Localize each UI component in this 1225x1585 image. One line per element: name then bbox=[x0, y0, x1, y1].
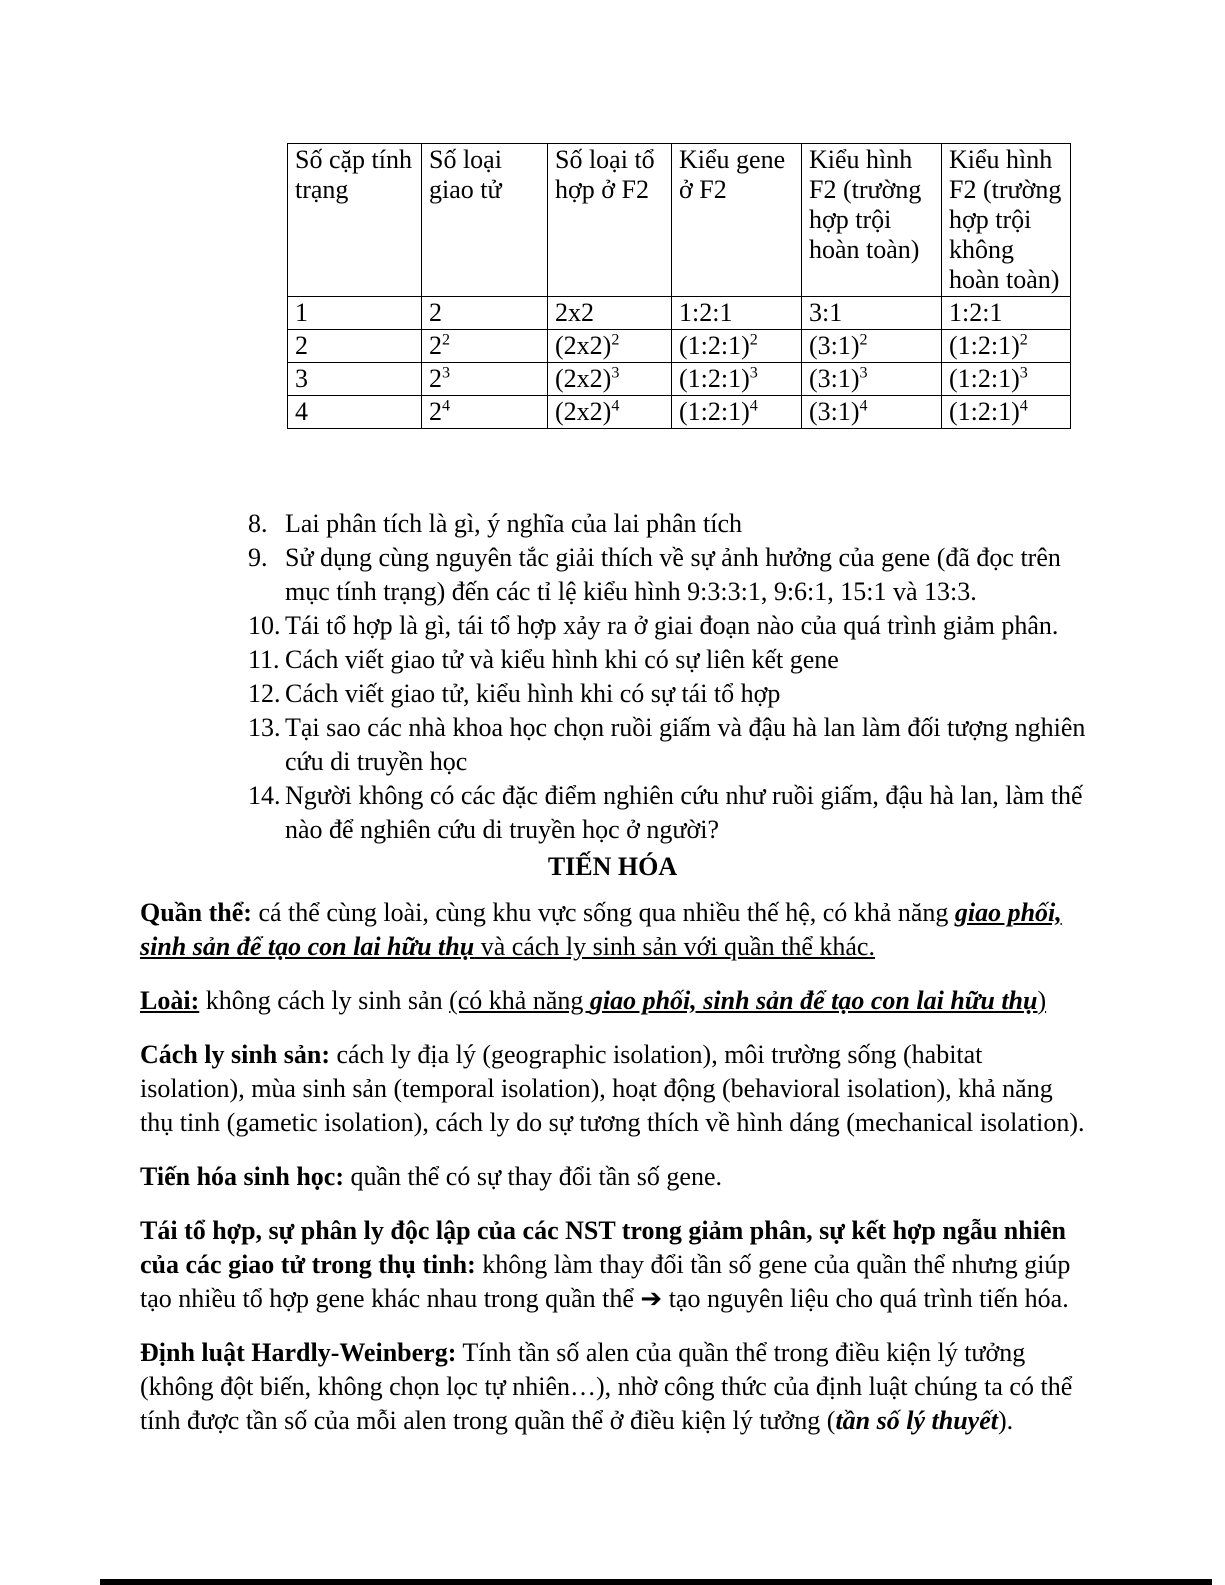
table-header-cell: Số loại giao tử bbox=[422, 144, 548, 297]
paragraph-quan-the bbox=[140, 896, 1085, 964]
text-segment: Quần thể: bbox=[140, 898, 252, 927]
table-cell: 1 bbox=[288, 297, 422, 330]
table-cell: 4 bbox=[288, 396, 422, 429]
question-item bbox=[248, 677, 1091, 711]
paragraph-cach-ly-sinh-san bbox=[140, 1038, 1085, 1140]
text-segment: Cách ly sinh sản: bbox=[140, 1040, 330, 1069]
question-item bbox=[248, 609, 1091, 643]
question-number: 12. bbox=[248, 679, 281, 708]
question-number: 13. bbox=[248, 713, 281, 742]
table-cell: (3:1)$^4$ bbox=[802, 396, 942, 429]
arrow-icon: ➔ bbox=[640, 1284, 663, 1314]
text-segment: không làm thay đổi tần số gene của quần thể nhưng giúp tạo nhiều tổ hợp gene khác nhau trong quần thể bbox=[140, 1250, 1071, 1313]
table-cell: 3 bbox=[288, 363, 422, 396]
genetics-ratio-table bbox=[287, 143, 1071, 429]
text-segment: Tính tần số alen của quần thể trong điều kiện lý tưởng (không đột biến, không chọn lọc tự nhiên…), nhờ công thức của định luật chúng ta có thể tính được tần số của mỗi alen trong quần thể ở điều kiện lý tưởng ( bbox=[140, 1338, 1073, 1435]
table-cell: $(2x2)^2$ bbox=[548, 330, 672, 363]
text-segment: Tái tổ hợp, sự phân ly độc lập của các NST trong giảm phân, sự kết hợp ngẫu nhiên của các giao tử trong thụ tinh: bbox=[140, 1216, 1066, 1279]
superscript: 3 bbox=[611, 364, 620, 382]
question-item bbox=[248, 541, 1091, 609]
section-heading: TIẾN HÓA bbox=[547, 852, 678, 881]
table-cell: $2^2$ bbox=[422, 330, 548, 363]
table-cell: 2 bbox=[422, 297, 548, 330]
question-item bbox=[248, 711, 1091, 779]
text-segment: ) bbox=[1037, 986, 1047, 1015]
text-segment: Định luật Hardly-Weinberg: bbox=[140, 1338, 457, 1367]
superscript: 4 bbox=[859, 397, 868, 415]
question-list bbox=[248, 507, 1091, 847]
evolution-section bbox=[140, 850, 1085, 1458]
text-segment: Tiến hóa sinh học: bbox=[140, 1162, 344, 1191]
question-number: 14. bbox=[248, 781, 281, 810]
table-row bbox=[288, 396, 1071, 429]
table-cell: (3:1)$^2$ bbox=[802, 330, 942, 363]
table-cell: (1:2:1)$^2$ bbox=[672, 330, 802, 363]
text-segment: và cách ly sinh sản với quần thể khác. bbox=[474, 932, 875, 961]
table-header-cell: Kiểu hình F2 (trường hợp trội không hoàn toàn) bbox=[942, 144, 1071, 297]
question-number: 10. bbox=[248, 611, 281, 640]
table-cell: (1:2:1)$^4$ bbox=[942, 396, 1071, 429]
text-segment: cá thể cùng loài, cùng khu vực sống qua nhiều thế hệ, có khả năng bbox=[251, 898, 955, 927]
question-number: 11. bbox=[248, 645, 280, 674]
table-header-cell: Kiểu gene ở F2 bbox=[672, 144, 802, 297]
superscript: 2 bbox=[611, 331, 620, 349]
superscript: 4 bbox=[749, 397, 758, 415]
table-row bbox=[288, 363, 1071, 396]
question-number: 9. bbox=[248, 543, 268, 572]
table-cell: $2^3$ bbox=[422, 363, 548, 396]
text-segment: quần thể có sự thay đổi tần số gene. bbox=[343, 1162, 722, 1191]
text-segment: giao phối, sinh sản để tạo con lai hữu thụ bbox=[589, 986, 1038, 1015]
table-cell: (1:2:1)$^2$ bbox=[942, 330, 1071, 363]
question-text: Tái tổ hợp là gì, tái tổ hợp xảy ra ở giai đoạn nào của quá trình giảm phân. bbox=[285, 611, 1059, 640]
question-text: Tại sao các nhà khoa học chọn ruồi giấm và đậu hà lan làm đối tượng nghiên cứu di truyền học bbox=[285, 713, 1086, 776]
table-row bbox=[288, 297, 1071, 330]
question-item bbox=[248, 507, 1091, 541]
question-text: Cách viết giao tử và kiểu hình khi có sự liên kết gene bbox=[285, 645, 839, 674]
text-segment: ). bbox=[997, 1406, 1014, 1435]
superscript: 4 bbox=[611, 397, 620, 415]
question-text: Sử dụng cùng nguyên tắc giải thích về sự ảnh hưởng của gene (đã đọc trên mục tính trạng) đến các tỉ lệ kiểu hình 9:3:3:1, 9:6:1, 15:1 và 13:3. bbox=[285, 543, 1061, 606]
table-cell: (1:2:1)$^3$ bbox=[672, 363, 802, 396]
table-row bbox=[288, 330, 1071, 363]
table-cell: 2 bbox=[288, 330, 422, 363]
superscript: 2 bbox=[442, 331, 451, 349]
question-text: Cách viết giao tử, kiểu hình khi có sự tái tổ hợp bbox=[285, 679, 781, 708]
table-cell: $(2x2)^3$ bbox=[548, 363, 672, 396]
superscript: 3 bbox=[442, 364, 451, 382]
page-bottom-divider bbox=[100, 1579, 1212, 1585]
text-segment: (có khả năng bbox=[449, 986, 590, 1015]
superscript: 2 bbox=[749, 331, 758, 349]
superscript: 4 bbox=[1019, 397, 1028, 415]
table-body bbox=[288, 297, 1071, 429]
question-text: Người không có các đặc điểm nghiên cứu như ruồi giấm, đậu hà lan, làm thế nào để nghiên cứu di truyền học ở người? bbox=[285, 781, 1083, 844]
superscript: 2 bbox=[859, 331, 868, 349]
superscript: 3 bbox=[749, 364, 758, 382]
superscript: 4 bbox=[442, 397, 451, 415]
table-cell: (3:1)$^3$ bbox=[802, 363, 942, 396]
table-cell: $2^4$ bbox=[422, 396, 548, 429]
paragraph-dinh-luat-hardly-weinberg bbox=[140, 1336, 1085, 1438]
text-segment: không cách ly sinh sản bbox=[199, 986, 450, 1015]
table-cell: 3:1 bbox=[802, 297, 942, 330]
table-cell: (1:2:1)$^4$ bbox=[672, 396, 802, 429]
table-header-cell: Kiểu hình F2 (trường hợp trội hoàn toàn) bbox=[802, 144, 942, 297]
superscript: 3 bbox=[1019, 364, 1028, 382]
table-header-cell: Số cặp tính trạng bbox=[288, 144, 422, 297]
superscript: 3 bbox=[859, 364, 868, 382]
table-cell: (1:2:1)$^3$ bbox=[942, 363, 1071, 396]
question-item bbox=[248, 779, 1091, 847]
table-header-row bbox=[288, 144, 1071, 297]
superscript: 2 bbox=[1019, 331, 1028, 349]
question-text: Lai phân tích là gì, ý nghĩa của lai phân tích bbox=[285, 509, 743, 538]
table-cell: 1:2:1 bbox=[672, 297, 802, 330]
text-segment: tần số lý thuyết bbox=[835, 1406, 998, 1435]
text-segment: cách ly địa lý (geographic isolation), môi trường sống (habitat isolation), mùa sinh sản (temporal isolation), hoạt động (behavioral isolation), khả năng thụ tinh (gametic isolation), cách ly do sự tương thích về hình dáng (mechanical isolation). bbox=[140, 1040, 1085, 1137]
paragraph-tai-to-hop bbox=[140, 1214, 1085, 1316]
text-segment: giao phối, sinh sản để tạo con lai hữu thụ bbox=[140, 898, 1062, 961]
paragraph-tien-hoa-sinh-hoc bbox=[140, 1160, 1085, 1194]
paragraph-loai bbox=[140, 984, 1085, 1018]
text-segment: Loài: bbox=[140, 986, 200, 1015]
table-cell: $(2x2)^4$ bbox=[548, 396, 672, 429]
table-header-cell: Số loại tổ hợp ở F2 bbox=[548, 144, 672, 297]
question-item bbox=[248, 643, 1091, 677]
table-cell: 2x2 bbox=[548, 297, 672, 330]
question-number: 8. bbox=[248, 509, 268, 538]
table-cell: 1:2:1 bbox=[942, 297, 1071, 330]
definition-paragraphs bbox=[140, 896, 1085, 1438]
text-segment: tạo nguyên liệu cho quá trình tiến hóa. bbox=[662, 1284, 1069, 1313]
